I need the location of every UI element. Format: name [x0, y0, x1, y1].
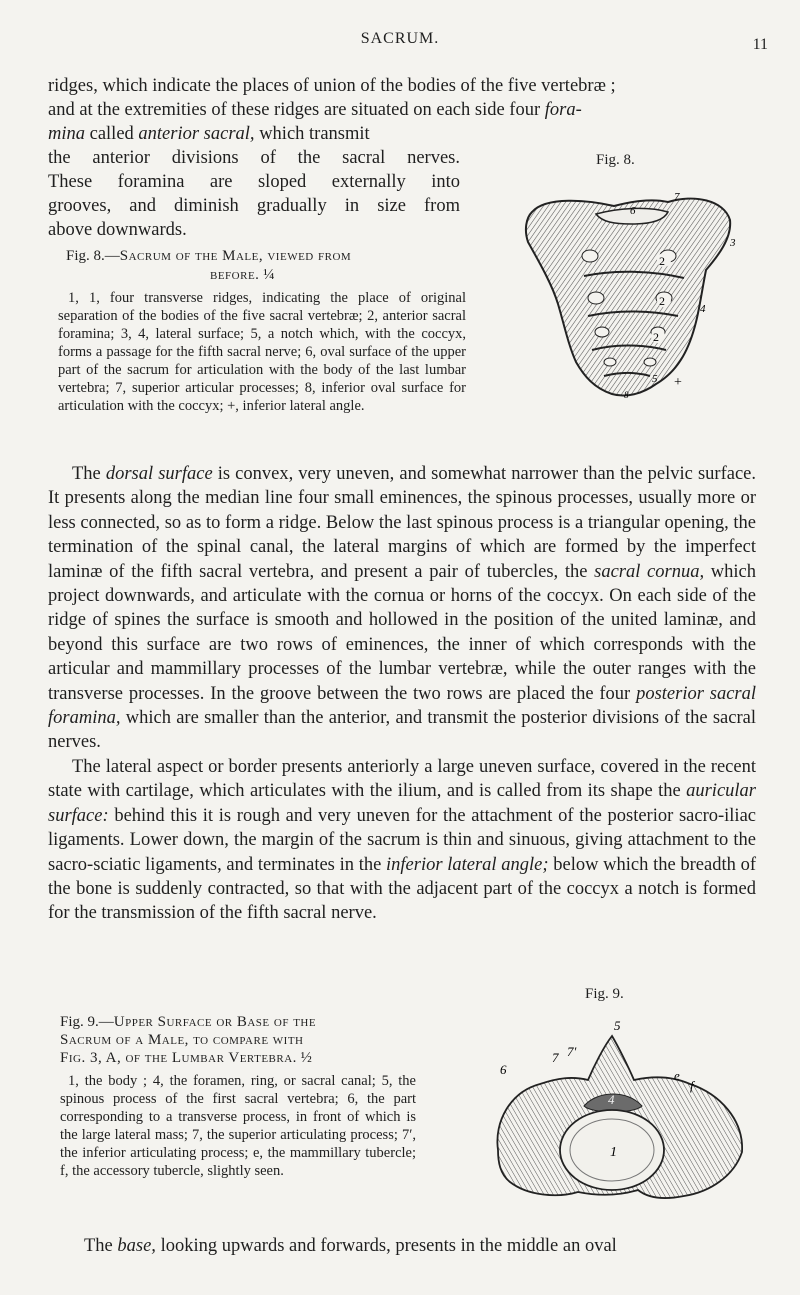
fig9-mark-1: 1 [610, 1145, 617, 1160]
fig8-caption-text: 1, 1, four transverse ridges, indicating the place of original separation of the bodies of the five sacral vertebræ; 2, anterior sacral foramina; 3, 4, lateral surface; 5, a notch which, with the coccyx, forms a passage for the fifth sacral nerve; 6, oval surface of the upper part of the sacrum for articulation with the body of the last lumbar vertebra; 7, superior articular processes; 8, inferior oval surface for articulation with the coccyx; +, inferior lateral angle. [58, 290, 466, 414]
fig9-title-text-2: Sacrum of a Male, to compare with [60, 1032, 304, 1048]
intro-anterior-sacral: anterior sacral, [138, 124, 255, 144]
fig8-title-prefix: Fig. 8.— [66, 248, 120, 264]
fig8-mark-2a: 2 [659, 254, 665, 268]
auricular-surface-term: auricular surface: [48, 781, 756, 826]
running-title: SACRUM. [360, 30, 440, 47]
base-paragraph [48, 1236, 756, 1257]
intro-called: called [85, 124, 139, 144]
lateral-text-1: The lateral aspect or border presents anteriorly a large uneven surface, covered in the recent state with cartilage, which articulates with the ilium, and is called from its shape the [48, 756, 756, 802]
fig8-caption [58, 289, 466, 415]
fig8-mark-3: 3 [730, 237, 736, 249]
fig9-mark-7prime: 7′ [567, 1044, 577, 1059]
dorsal-surface-term: dorsal surface [105, 464, 213, 484]
page-number: 11 [752, 36, 768, 53]
fig9-mark-e: e [674, 1068, 680, 1083]
sacral-cornua-term: sacral cornua, [594, 561, 705, 582]
base-text-1: The [84, 1236, 118, 1256]
fig8-mark-7: 7 [674, 191, 680, 203]
dorsal-text-2: is convex, very uneven, and somewhat narrower than the pelvic surface. It presents along the median line four small eminences, the spinous processes, usually more or less connected, so as to form a ridge. Below the last spinous process is a triangular opening, the termination of the spinal canal, the lateral margins of which are formed by the imperfect laminæ of the fifth sacral vertebra, and present a pair of tubercles, the [48, 464, 756, 582]
lateral-text-3: below which the breadth of the bone is suddenly contracted, so that with the adjacent part of the coccyx a notch is formed for the transmission of the fifth sacral nerve. [48, 854, 756, 924]
intro-line-2-text: and at the extremities of these ridges are situated on each side four [48, 100, 545, 120]
fig9-label: Fig. 9. [585, 986, 624, 1002]
fig8-mark-6: 6 [630, 205, 636, 217]
intro-line-3 [48, 122, 460, 146]
dorsal-paragraph [48, 462, 756, 755]
fig9-mark-4: 4 [608, 1092, 615, 1107]
dorsal-text-4: which are smaller than the anterior, and transmit the posterior divisions of the sacral nerves. [48, 708, 756, 753]
lateral-paragraph [48, 755, 756, 926]
fig8-mark-2c: 2 [653, 330, 659, 344]
fig8-title-text-2: before. [210, 267, 260, 283]
base-term: base, [117, 1236, 156, 1256]
fig9-title-scale: ½ [300, 1050, 312, 1066]
fig8-illustration [518, 186, 744, 402]
fig8-label: Fig. 8. [596, 152, 635, 168]
sacrum-front-drawing [518, 186, 744, 402]
inferior-lateral-angle-term: inferior lateral angle; [386, 854, 549, 875]
intro-line-2 [48, 98, 768, 122]
fig9-title-prefix: Fig. 9.— [60, 1014, 114, 1030]
lateral-text-2: behind this it is rough and very uneven for the attachment of the posterior sacro-iliac ligaments. Lower down, the margin of the sacrum is thin and sinuous, giving attachment to the sacro-sciatic ligaments, and terminates in the [48, 805, 756, 875]
fig8-title [66, 247, 462, 285]
fig9-illustration [488, 1010, 754, 1200]
fig8-mark-plus: + [674, 375, 682, 390]
fig9-mark-6: 6 [500, 1062, 507, 1077]
intro-line-7: above downwards. [48, 220, 187, 240]
fig9-mark-f: f [690, 1078, 694, 1093]
fig8-mark-4: 4 [700, 303, 706, 315]
fig9-caption [60, 1072, 416, 1180]
fig9-caption-text: 1, the body ; 4, the foramen, ring, or sacral canal; 5, the spinous process of the first sacral vertebra; 6, the part corresponding to a transverse process, in front of which is the large lateral mass; 7, the superior articulating process; 7′, the inferior articulating process; e, the mammillary tubercle; f, the accessory tubercle, slightly seen. [60, 1073, 416, 1179]
fig8-mark-5: 5 [652, 373, 658, 385]
main-text [48, 462, 756, 926]
intro-line-6: grooves, and diminish gradually in size from [48, 196, 460, 216]
fig8-title-line2 [66, 267, 274, 283]
base-text-2: looking upwards and forwards, presents in the middle an oval [155, 1236, 617, 1256]
fig8-title-scale: ¼ [263, 267, 275, 283]
fig8-title-text-1: Sacrum of the Male, viewed from [119, 248, 352, 264]
sacrum-base-drawing [488, 1010, 754, 1200]
intro-line-1: ridges, which indicate the places of union of the bodies of the five vertebræ ; [48, 76, 616, 96]
dorsal-text-1: The [72, 464, 106, 484]
fig9-title [60, 1013, 416, 1067]
intro-which-transmit: which transmit [254, 124, 370, 144]
posterior-foramina-term: posterior sacral foramina, [48, 683, 756, 729]
fig9-mark-7: 7 [552, 1050, 559, 1065]
dorsal-text-3: which project downwards, and articulate with the cornua or horns of the coccyx. On each side of the ridge of spines the surface is smooth and hollowed in the position of the united laminæ, and beyond this surface are two rows of eminences, the inner of which corresponds with the articular and mammillary processes of the lumbar vertebræ, while the outer ranges with the transverse processes. In the groove between the two rows are placed the four [48, 561, 757, 704]
fig9-mark-5: 5 [614, 1018, 621, 1033]
fig9-title-text-3: Fig. 3, A, of the Lumbar Vertebra. [60, 1050, 297, 1066]
intro-line-5: These foramina are sloped externally into [48, 172, 460, 192]
intro-line-4: the anterior divisions of the sacral nerves. [48, 148, 460, 168]
intro-line-2-italic: fora- [544, 100, 582, 120]
fig9-title-text-1: Upper Surface or Base of the [113, 1014, 317, 1030]
fig8-mark-2b: 2 [659, 294, 665, 308]
fig8-mark-8: 8 [624, 390, 629, 400]
intro-mina: mina [48, 124, 85, 144]
